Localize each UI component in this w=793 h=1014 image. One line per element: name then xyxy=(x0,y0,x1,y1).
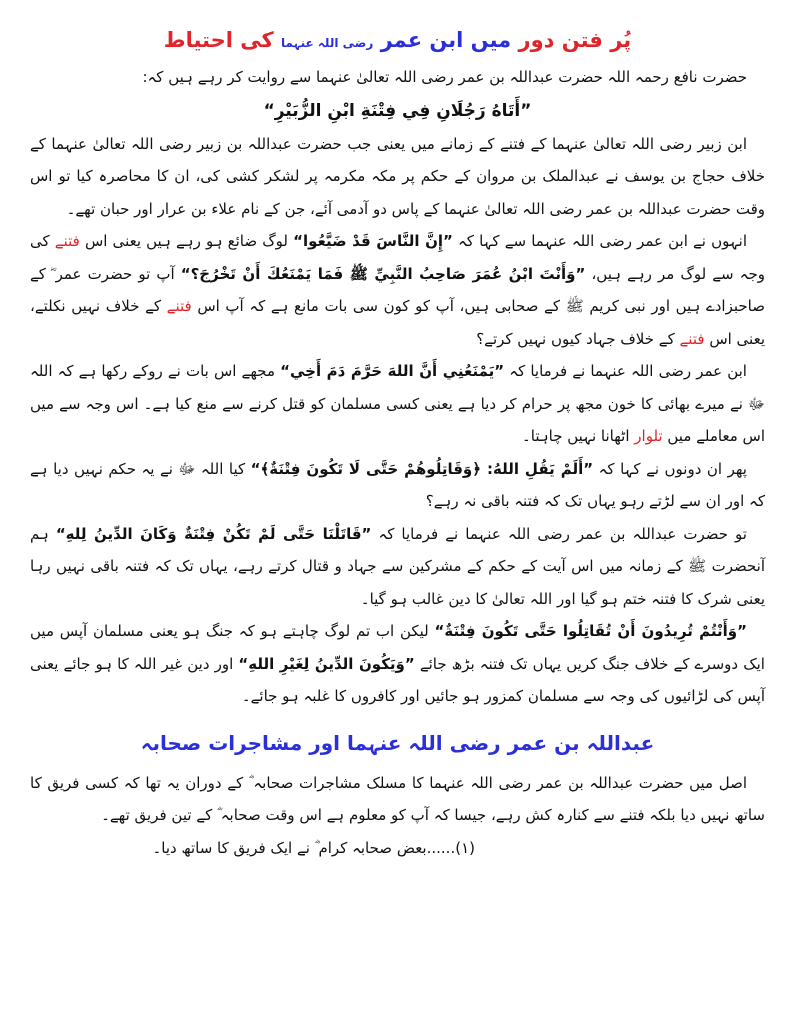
paragraph-6 xyxy=(30,615,765,713)
p2-text-b: لوگ ضائع ہو رہے ہیں یعنی اس xyxy=(84,232,288,250)
title-part-caution: کی احتیاط xyxy=(163,28,274,52)
p3-red-1: تلوار xyxy=(634,427,663,445)
p5-arabic-1: ”قَاتَلْنَا حَتَّى لَمْ تَكُنْ فِتْنَةٌ وَكَانَ الدِّينُ لِلهِ“ xyxy=(55,524,372,543)
page-title xyxy=(30,22,765,61)
p2-arabic-2: ”وَأَنْتَ ابْنُ عُمَرَ صَاحِبُ النَّبِيِّ ﷺ فَمَا يَمْنَعُكَ أَنْ تَخْرُجَ؟“ xyxy=(180,264,586,283)
p5-text-b: ہم آنحضرت ﷺ کے زمانہ میں اس آیت کے حکم کے مشرکین سے جہاد و قتال کرتے رہے، یہاں تک کہ فتنہ باقی نہیں رہا یعنی شرک کا فتنہ ختم ہو گیا اور اللہ تعالیٰ کا دین غالب ہو گیا۔ xyxy=(30,524,765,608)
paragraph-7: اصل میں حضرت عبداللہ بن عمر رضی اللہ عنہما کا مسلک مشاجرات صحابہ ؓ کے دوران یہ تھا کہ کسی فریق کا ساتھ نہیں دیا بلکہ فتنے سے کنارہ کش رہے، جیسا کہ آپ کو معلوم ہے اس وقت صحابہ ؓ کے تین فریق تھے۔ xyxy=(30,773,765,824)
p4-text-a: پھر ان دونوں نے کہا کہ xyxy=(598,459,747,478)
hadith-quote: ”أَتَاهُ رَجُلَانِ فِي فِتْنَةِ ابْنِ الزُّبَيْرِ“ xyxy=(263,100,532,121)
p2-arabic-1: ”إِنَّ النَّاسَ قَدْ ضَيَّعُوا“ xyxy=(293,232,453,250)
paragraph-2 xyxy=(30,225,765,355)
paragraph-5 xyxy=(30,518,765,616)
p3-text-b: مجھے اس بات نے روکے رکھا ہے کہ اللہ ﷻ نے میرے بھائی کا خون مجھ پر حرام کر دیا ہے یعنی کسی مسلمان کو قتل کرنے سے منع کیا ہے۔ اس وجہ سے میں اس معاملے میں xyxy=(30,362,765,445)
intro-line: حضرت نافع رحمہ اللہ حضرت عبداللہ بن عمر رضی اللہ تعالیٰ عنہما سے روایت کر رہے ہیں کہ: xyxy=(142,68,747,86)
title-honorific: رضی اللہ عنہما xyxy=(281,36,374,50)
p4-arabic-1: ”أَلَمْ يَقُلِ اللهُ: ﴿وَقَاتِلُوهُمْ حَتَّى لَا تَكُونَ فِتْنَةٌ﴾“ xyxy=(250,459,594,478)
p3-text-a: ابن عمر رضی اللہ عنہما نے فرمایا کہ xyxy=(509,362,747,380)
p6-arabic-1: ”وَأَنْتُمْ تُرِيدُونَ أَنْ تُقَاتِلُوا حَتَّى تَكُونَ فِتْنَةٌ“ xyxy=(434,622,747,640)
p2-text-e: کے خلاف نہیں نکلتے، یعنی اس xyxy=(30,297,765,348)
section-heading: عبداللہ بن عمر رضی اللہ عنہما اور مشاجرات صحابہ xyxy=(140,730,655,755)
p6-arabic-2: ”وَيَكُونَ الدِّينُ لِغَيْرِ اللهِ“ xyxy=(238,654,415,673)
p5-text-a: تو حضرت عبداللہ بن عمر رضی اللہ عنہما نے فرمایا کہ xyxy=(378,524,747,543)
paragraph-1: ابن زبیر رضی اللہ تعالیٰ عنہما کے فتنے کے زمانے میں یعنی جب حضرت عبداللہ بن زبیر رضی اللہ تعالیٰ عنہما کے خلاف حجاج بن یوسف نے عبدالملک بن مروان کے حکم پر مکہ مکرمہ پر لشکر کشی کی، ان کا محاصرہ کیا تو اس وقت حضرت عبداللہ بن عمر رضی اللہ تعالیٰ عنہما کے پاس دو آدمی آئے، جن کے نام علاء بن عرار اور حبان تھے۔ xyxy=(30,134,765,218)
p3-text-c: اٹھانا نہیں چاہتا۔ xyxy=(521,427,630,445)
list-item: (۱)......بعض صحابہ کرام ؓ نے ایک فریق کا ساتھ دیا۔ xyxy=(152,838,475,857)
paragraph-4 xyxy=(30,453,765,518)
title-part-fitna: پُر فتن دور xyxy=(518,28,632,52)
title-part-ibn-umar: میں ابن عمر xyxy=(380,28,512,52)
p2-text-a: انہوں نے ابن عمر رضی اللہ عنہما سے کہا کہ xyxy=(458,232,747,250)
paragraph-3 xyxy=(30,355,765,453)
p2-red-3: فتنے xyxy=(679,329,705,348)
p6-text-a: لیکن اب تم لوگ چاہتے ہو کہ جنگ ہو یعنی مسلمان آپس میں ایک دوسرے کے خلاف جنگ کریں یہاں تک فتنہ بڑھ جائے xyxy=(30,622,765,673)
p2-red-1: فتنے xyxy=(54,232,80,250)
p2-text-f: کے خلاف جہاد کیوں نہیں کرتے؟ xyxy=(476,329,675,348)
p2-red-2: فتنے xyxy=(166,297,192,315)
p3-arabic-1: ”يَمْنَعُنِي أَنَّ اللهَ حَرَّمَ دَمَ أَخِي“ xyxy=(280,362,505,380)
p6-text-b: اور دین غیر اللہ کا ہو جائے یعنی آپس کی لڑائیوں کی وجہ سے مسلمان کمزور ہو جائیں اور کافروں کا غلبہ ہو جائے۔ xyxy=(30,654,765,705)
p2-text-c: کی وجہ سے لوگ مر رہے ہیں، xyxy=(30,232,765,283)
p4-text-b: کیا اللہ ﷻ نے یہ حکم نہیں دیا ہے کہ اور ان سے لڑتے رہو یہاں تک کہ فتنہ باقی نہ رہے؟ xyxy=(30,459,765,510)
p2-text-d: آپ تو حضرت عمر ؓ کے صاحبزادے ہیں اور نبی کریم ﷺ کے صحابی ہیں، آپ کو کون سی بات مانع ہے کہ آپ اس xyxy=(30,264,765,315)
document-page xyxy=(30,22,765,864)
